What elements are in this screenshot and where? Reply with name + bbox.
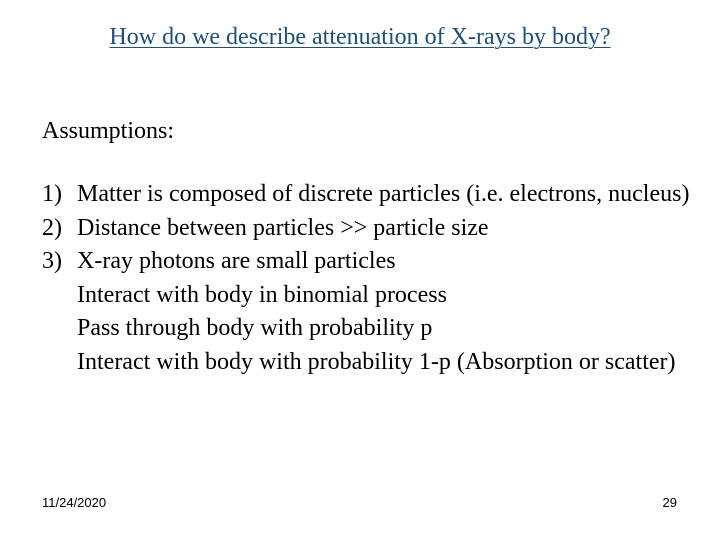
assumptions-heading: Assumptions: [42,118,175,144]
assumptions-list [42,178,702,380]
list-item-number: 3) [42,248,62,275]
list-item-text: X-ray photons are small particles [77,248,396,275]
list-item-number: 1) [42,181,62,207]
sub-line: Interact with body with probability 1-p (Absorption or scatter) [77,348,676,375]
sub-line: Interact with body in binomial process [77,281,447,308]
page-number: 29 [662,495,677,510]
list-item-text: Distance between particles >> particle size [77,214,489,241]
list-item-text: Matter is composed of discrete particles (i.e. electrons, nucleus) [77,181,690,207]
list-item [42,212,702,246]
footer-date: 11/24/2020 [42,495,107,510]
sub-line: Pass through body with probability p [77,315,433,342]
slide-title: How do we describe attenuation of X-rays by body? [109,24,611,50]
list-item [42,178,702,212]
list-item-number: 2) [42,214,62,241]
list-item [42,245,702,379]
